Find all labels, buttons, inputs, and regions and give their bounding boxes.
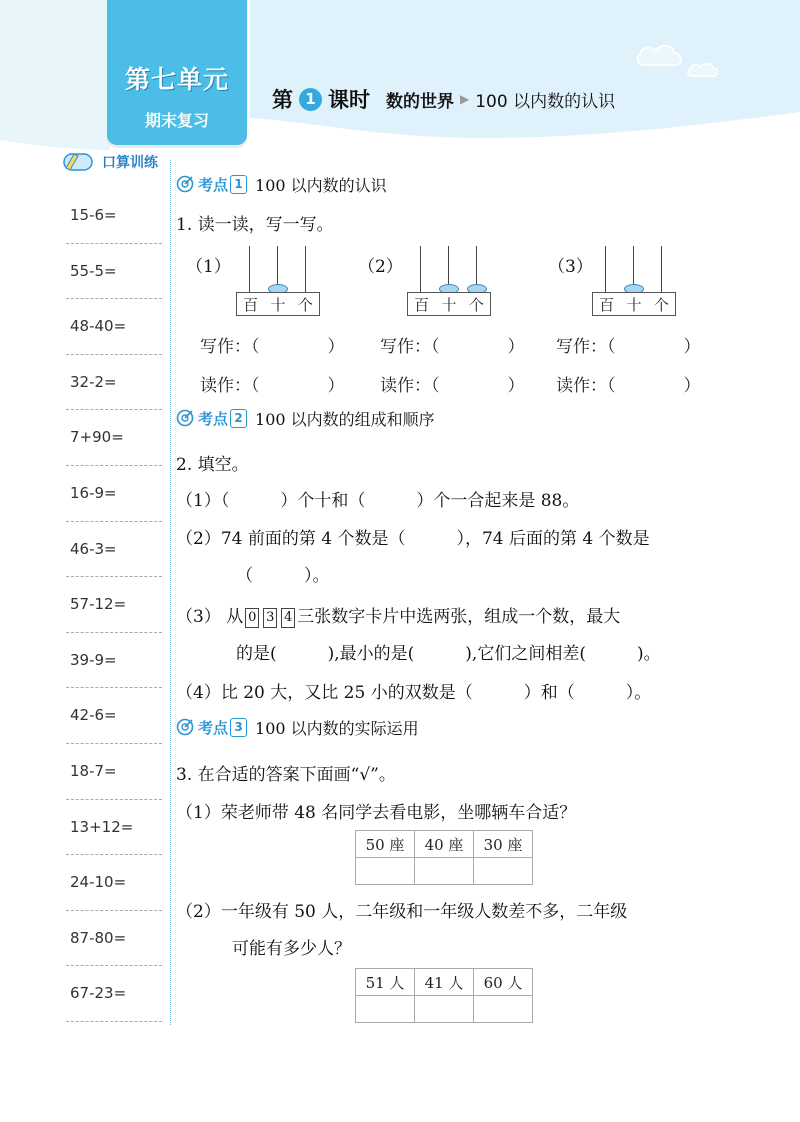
kaodian-2-heading bbox=[176, 405, 435, 431]
kaodian-number: 3 bbox=[230, 718, 247, 737]
hundreds-rod bbox=[420, 246, 421, 292]
q2-part-3a bbox=[176, 602, 620, 628]
oral-calc-row bbox=[66, 744, 162, 800]
answer-cell[interactable] bbox=[356, 996, 415, 1023]
kaodian-3-heading bbox=[176, 714, 419, 740]
oral-calc-expression: 42-6= bbox=[70, 706, 117, 725]
number-card: 3 bbox=[263, 608, 277, 628]
kaodian-number: 2 bbox=[230, 409, 247, 428]
answer-cell[interactable] bbox=[474, 996, 533, 1023]
abacus-place-labels bbox=[236, 292, 320, 316]
option-label: 41 人 bbox=[415, 969, 474, 996]
number-card: 4 bbox=[281, 608, 295, 628]
q1-write-2[interactable]: 写作：（ ） bbox=[380, 337, 525, 357]
abacus-place-labels bbox=[407, 292, 491, 316]
oral-calc-row bbox=[66, 800, 162, 856]
q2-part-4: （4）比 20 大，又比 25 小的双数是（ ）和（ ）。 bbox=[176, 683, 652, 703]
oral-training-list bbox=[66, 188, 162, 1022]
oral-calc-row bbox=[66, 355, 162, 411]
option-label: 60 人 bbox=[474, 969, 533, 996]
oral-calc-row bbox=[66, 410, 162, 466]
oral-calc-row bbox=[66, 633, 162, 689]
q1-read-3[interactable]: 读作：（ ） bbox=[556, 376, 701, 396]
target-icon bbox=[176, 409, 194, 427]
oral-calc-expression: 48-40= bbox=[70, 317, 127, 336]
q1-part-1-label: （1） bbox=[186, 257, 231, 277]
q1-read-2[interactable]: 读作：（ ） bbox=[380, 376, 525, 396]
ones-rod bbox=[305, 246, 306, 292]
kaodian-title: 100 以内数的认识 bbox=[255, 175, 387, 195]
q3-part-2a: （2）一年级有 50 人，二年级和一年级人数差不多，二年级 bbox=[176, 902, 628, 922]
target-icon bbox=[176, 175, 194, 193]
oral-calc-row bbox=[66, 577, 162, 633]
oral-calc-expression: 7+90= bbox=[70, 428, 124, 447]
oral-calc-row bbox=[66, 966, 162, 1022]
q1-write-1[interactable]: 写作：（ ） bbox=[200, 337, 345, 357]
tens-label: 十 bbox=[270, 295, 286, 314]
kaodian-label: 考点 bbox=[198, 175, 229, 194]
number-card: 0 bbox=[245, 608, 259, 628]
q1-part-2-label: （2） bbox=[358, 257, 403, 277]
oral-calc-expression: 57-12= bbox=[70, 595, 127, 614]
q2-part-2b: （ ）。 bbox=[236, 566, 330, 586]
lesson-topic: 数的世界 bbox=[386, 91, 454, 112]
hundreds-label: 百 bbox=[414, 295, 430, 314]
oral-calc-expression: 55-5= bbox=[70, 261, 117, 280]
tens-label: 十 bbox=[626, 295, 642, 314]
hundreds-rod bbox=[249, 246, 250, 292]
ones-label: 个 bbox=[468, 295, 484, 314]
oral-calc-expression: 15-6= bbox=[70, 206, 117, 224]
oral-calc-row bbox=[66, 188, 162, 244]
oral-calc-expression: 18-7= bbox=[70, 761, 117, 780]
oral-calc-expression: 87-80= bbox=[70, 928, 127, 947]
oral-calc-row bbox=[66, 688, 162, 744]
lesson-prefix: 第 bbox=[272, 88, 293, 112]
unit-title: 第七单元 bbox=[124, 65, 229, 94]
oral-calc-row bbox=[66, 855, 162, 911]
lesson-suffix: 课时 bbox=[328, 88, 370, 112]
oral-calc-expression: 13+12= bbox=[70, 817, 134, 836]
kaodian-label: 考点 bbox=[198, 718, 229, 737]
q2-part-3b: 的是( ),最小的是( ),它们之间相差( )。 bbox=[236, 644, 661, 664]
lesson-number: 1 bbox=[299, 88, 322, 111]
q2-part-2a: （2）74 前面的第 4 个数是（ ），74 后面的第 4 个数是 bbox=[176, 529, 650, 549]
column-divider bbox=[170, 160, 171, 1025]
kaodian-label: 考点 bbox=[198, 409, 229, 428]
ones-rod bbox=[661, 246, 662, 292]
q2-title: 2. 填空。 bbox=[176, 455, 249, 475]
q1-part-3-label: （3） bbox=[548, 257, 593, 277]
hundreds-label: 百 bbox=[599, 295, 615, 314]
answer-cell[interactable] bbox=[415, 858, 474, 885]
oral-calc-row bbox=[66, 299, 162, 355]
oral-calc-row bbox=[66, 466, 162, 522]
lesson-title bbox=[272, 84, 615, 114]
oral-calc-expression: 39-9= bbox=[70, 650, 117, 669]
q2-part-3-suffix: 三张数字卡片中选两张，组成一个数，最大 bbox=[297, 607, 621, 627]
answer-cell[interactable] bbox=[474, 858, 533, 885]
oral-calc-row bbox=[66, 244, 162, 300]
ones-label: 个 bbox=[653, 295, 669, 314]
kaodian-title: 100 以内数的组成和顺序 bbox=[255, 409, 435, 429]
q1-read-1[interactable]: 读作：（ ） bbox=[200, 376, 345, 396]
oral-training-title: 口算训练 bbox=[102, 155, 158, 171]
kaodian-number: 1 bbox=[230, 175, 247, 194]
option-label: 50 座 bbox=[356, 831, 415, 858]
q2-part-1: （1）（ ）个十和（ ）个一合起来是 88。 bbox=[176, 491, 580, 511]
kaodian-1-heading bbox=[176, 171, 387, 197]
pencil-icon bbox=[62, 148, 96, 176]
target-icon bbox=[176, 718, 194, 736]
q3-part-2b: 可能有多少人？ bbox=[232, 939, 351, 959]
oral-calc-expression: 46-3= bbox=[70, 539, 117, 558]
option-label: 51 人 bbox=[356, 969, 415, 996]
q1-title: 1. 读一读，写一写。 bbox=[176, 215, 334, 235]
abacus-1 bbox=[236, 246, 320, 318]
review-subtitle: 期末复习 bbox=[144, 111, 209, 130]
option-label: 40 座 bbox=[415, 831, 474, 858]
lesson-subtopic: 100 以内数的认识 bbox=[475, 91, 616, 112]
ones-label: 个 bbox=[297, 295, 313, 314]
hundreds-label: 百 bbox=[243, 295, 259, 314]
oral-training-logo bbox=[62, 146, 158, 178]
q1-write-3[interactable]: 写作：（ ） bbox=[556, 337, 701, 357]
triangle-icon: ▶ bbox=[460, 92, 470, 106]
oral-calc-expression: 32-2= bbox=[70, 372, 117, 391]
option-label: 30 座 bbox=[474, 831, 533, 858]
options-table-2 bbox=[355, 968, 533, 1023]
hundreds-rod bbox=[605, 246, 606, 292]
tens-label: 十 bbox=[441, 295, 457, 314]
abacus-3 bbox=[592, 246, 676, 318]
oral-calc-expression: 67-23= bbox=[70, 984, 127, 1003]
q2-part-3-prefix: （3） 从 bbox=[176, 607, 244, 627]
oral-calc-expression: 24-10= bbox=[70, 873, 127, 892]
q3-part-1: （1）荣老师带 48 名同学去看电影，坐哪辆车合适？ bbox=[176, 803, 577, 823]
oral-calc-row bbox=[66, 911, 162, 967]
kaodian-title: 100 以内数的实际运用 bbox=[255, 718, 419, 738]
answer-cell[interactable] bbox=[356, 858, 415, 885]
abacus-place-labels bbox=[592, 292, 676, 316]
oral-calc-expression: 16-9= bbox=[70, 483, 117, 502]
oral-calc-row bbox=[66, 522, 162, 578]
options-table-1 bbox=[355, 830, 533, 885]
answer-cell[interactable] bbox=[415, 996, 474, 1023]
q3-title: 3. 在合适的答案下面画“√”。 bbox=[176, 765, 396, 785]
abacus-2 bbox=[407, 246, 491, 318]
